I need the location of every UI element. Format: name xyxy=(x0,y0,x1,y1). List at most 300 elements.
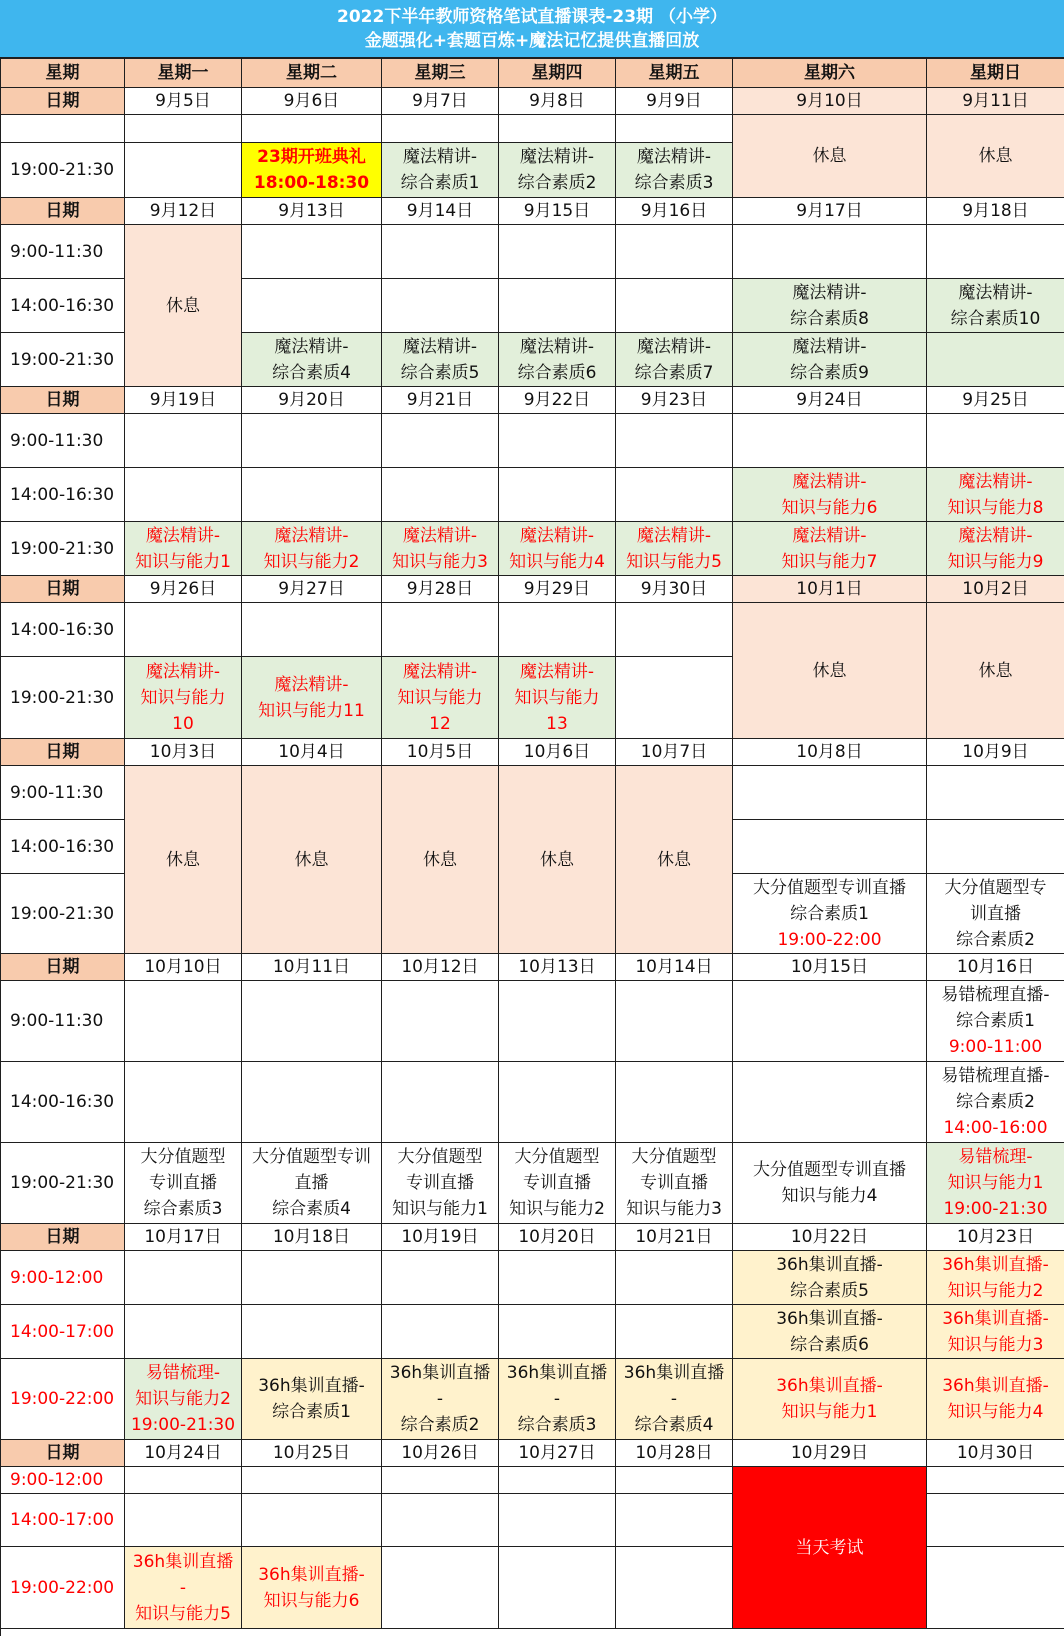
schedule-cell xyxy=(242,1467,382,1494)
schedule-cell xyxy=(499,739,616,766)
cell-text: 36h集训直播- xyxy=(776,1308,883,1329)
schedule-cell xyxy=(125,143,242,198)
cell-text: 10月20日 xyxy=(518,1227,596,1247)
cell-text: 星期四 xyxy=(531,63,583,83)
schedule-cell xyxy=(733,1359,927,1440)
cell-text: 魔法精讲- xyxy=(519,525,595,546)
schedule-cell xyxy=(499,387,616,414)
cell-text: 36h集训直播- xyxy=(258,1376,365,1396)
schedule-cell xyxy=(733,1143,927,1224)
cell-text: 魔法精讲- xyxy=(274,674,349,695)
cell-text: 9月6日 xyxy=(283,91,340,111)
schedule-cell xyxy=(499,1305,616,1359)
schedule-cell xyxy=(616,387,733,414)
cell-text: 10月7日 xyxy=(640,742,708,762)
schedule-cell xyxy=(499,1440,616,1467)
rest-day-cell xyxy=(499,766,616,954)
cell-text: 休息 xyxy=(423,849,457,870)
cell-text: 9:00-12:00 xyxy=(10,1267,104,1288)
cell-text: 星期日 xyxy=(970,63,1021,83)
row-label-cell xyxy=(1,88,125,115)
schedule-cell xyxy=(242,88,382,115)
cell-text: 知识与能力1 xyxy=(781,1402,878,1422)
schedule-cell xyxy=(382,1359,499,1440)
schedule-cell xyxy=(125,1359,242,1440)
cell-text: 魔法精讲- xyxy=(402,661,478,682)
schedule-cell xyxy=(616,576,733,603)
row-label-cell xyxy=(1,1251,125,1305)
cell-text: 10月1日 xyxy=(796,579,863,599)
schedule-cell xyxy=(242,468,382,522)
schedule-cell xyxy=(733,522,927,576)
cell-text: 9月5日 xyxy=(155,91,211,111)
row-label-cell xyxy=(1,279,125,333)
row-label-cell xyxy=(1,820,125,874)
cell-text: 9月29日 xyxy=(523,579,591,599)
schedule-cell xyxy=(927,1305,1064,1359)
schedule-cell xyxy=(733,333,927,387)
cell-text: 魔法精讲- xyxy=(792,282,867,303)
cell-text: 36h集训直播 xyxy=(132,1551,234,1572)
cell-text: - xyxy=(670,1389,678,1409)
title-band xyxy=(0,0,1064,58)
schedule-cell xyxy=(499,88,616,115)
title-line-1: 2022下半年教师资格笔试直播课表-23期 （小学） xyxy=(337,6,727,27)
schedule-cell xyxy=(125,115,242,143)
schedule-cell xyxy=(125,739,242,766)
cell-text: 大分值题型 xyxy=(514,1147,600,1167)
schedule-cell xyxy=(616,333,733,387)
schedule-cell xyxy=(382,414,499,468)
rest-day-cell xyxy=(733,115,927,198)
cell-text: 10月28日 xyxy=(635,1443,713,1463)
schedule-cell xyxy=(499,522,616,576)
schedule-cell xyxy=(242,387,382,414)
schedule-cell xyxy=(242,1251,382,1305)
schedule-cell xyxy=(499,333,616,387)
schedule-cell xyxy=(125,1305,242,1359)
schedule-cell xyxy=(242,739,382,766)
cell-text: 9月20日 xyxy=(278,390,345,410)
cell-text: 魔法精讲- xyxy=(274,336,349,357)
cell-text: 知识与能力2 xyxy=(263,551,360,572)
exam-day-cell xyxy=(733,1467,927,1629)
schedule-cell xyxy=(125,1547,242,1629)
rest-day-cell xyxy=(927,115,1064,198)
schedule-cell xyxy=(733,1224,927,1251)
header-cell xyxy=(499,59,616,88)
cell-text: 知识与能力2 xyxy=(509,1199,605,1219)
cell-text: 9月16日 xyxy=(640,201,708,221)
schedule-cell xyxy=(499,1251,616,1305)
schedule-cell xyxy=(616,143,733,198)
schedule-cell xyxy=(927,279,1064,333)
cell-text: 休息 xyxy=(166,849,200,870)
schedule-cell xyxy=(927,1359,1064,1440)
schedule-cell xyxy=(499,657,616,739)
cell-text: 星期 xyxy=(45,63,80,83)
schedule-cell xyxy=(616,1359,733,1440)
header-cell xyxy=(382,59,499,88)
schedule-cell xyxy=(242,115,382,143)
schedule-cell xyxy=(382,657,499,739)
row-label-cell xyxy=(1,1440,125,1467)
cell-text: 日期 xyxy=(45,742,80,762)
cell-text: - xyxy=(553,1389,561,1409)
schedule-cell xyxy=(616,1467,733,1494)
schedule-cell xyxy=(125,1224,242,1251)
schedule-cell xyxy=(382,1494,499,1547)
cell-text: 魔法精讲- xyxy=(402,147,478,167)
cell-text: 9月27日 xyxy=(278,579,345,599)
cell-text: 综合素质1 xyxy=(400,173,480,193)
cell-text: 9:00-11:30 xyxy=(10,241,104,262)
cell-text: 10月27日 xyxy=(518,1443,596,1463)
schedule-cell xyxy=(125,522,242,576)
cell-text: 综合素质2 xyxy=(517,173,597,193)
cell-text: 10月30日 xyxy=(956,1443,1035,1463)
schedule-cell xyxy=(125,603,242,657)
cell-text: 19:00-21:30 xyxy=(10,903,115,924)
cell-text: 魔法精讲- xyxy=(636,525,712,546)
cell-text: 知识与能力1 xyxy=(947,1173,1044,1193)
cell-text: 日期 xyxy=(45,1443,80,1463)
schedule-cell xyxy=(382,954,499,981)
schedule-cell xyxy=(733,88,927,115)
cell-text: 10月10日 xyxy=(144,957,222,977)
schedule-cell xyxy=(733,414,927,468)
cell-text: 易错梳理- xyxy=(958,1147,1033,1167)
schedule-cell xyxy=(242,522,382,576)
schedule-cell xyxy=(382,981,499,1062)
cell-text: 知识与能力5 xyxy=(626,551,722,572)
schedule-cell xyxy=(927,414,1064,468)
schedule-cell xyxy=(927,874,1064,954)
schedule-cell xyxy=(125,981,242,1062)
schedule-cell xyxy=(616,739,733,766)
cell-text: 10月3日 xyxy=(149,742,217,762)
cell-text: 综合素质1 xyxy=(790,903,869,924)
schedule-cell xyxy=(382,1224,499,1251)
schedule-cell xyxy=(382,739,499,766)
schedule-cell xyxy=(616,1547,733,1629)
cell-text: 10月22日 xyxy=(790,1227,869,1247)
schedule-cell xyxy=(927,739,1064,766)
schedule-cell xyxy=(382,1547,499,1629)
schedule-cell xyxy=(499,198,616,225)
schedule-cell xyxy=(382,603,499,657)
schedule-cell xyxy=(927,820,1064,874)
cell-text: 10月17日 xyxy=(144,1227,222,1247)
cell-text: 知识与能力1 xyxy=(135,551,231,572)
cell-text: 9月28日 xyxy=(406,579,474,599)
cell-text: 知识与能力5 xyxy=(135,1603,231,1624)
schedule-cell xyxy=(733,468,927,522)
schedule-cell xyxy=(616,954,733,981)
cell-text: 9月26日 xyxy=(149,579,217,599)
schedule-cell xyxy=(382,279,499,333)
schedule-cell xyxy=(733,1251,927,1305)
row-label-cell xyxy=(1,1143,125,1224)
schedule-cell xyxy=(499,1359,616,1440)
cell-text: 9月30日 xyxy=(640,579,708,599)
schedule-cell xyxy=(242,1305,382,1359)
schedule-cell xyxy=(733,387,927,414)
cell-text: 10月24日 xyxy=(144,1443,222,1463)
schedule-cell xyxy=(382,522,499,576)
cell-text: 14:00-16:00 xyxy=(943,1118,1048,1138)
cell-text: 日期 xyxy=(45,957,80,977)
cell-text: 魔法精讲- xyxy=(792,336,867,357)
schedule-cell xyxy=(616,657,733,739)
schedule-cell xyxy=(927,1440,1064,1467)
cell-text: 10月18日 xyxy=(272,1227,351,1247)
cell-text: 知识与能力4 xyxy=(947,1402,1044,1422)
cell-text: 知识与能力 xyxy=(140,687,226,708)
schedule-cell xyxy=(499,1062,616,1143)
cell-text: 易错梳理直播- xyxy=(941,1066,1050,1086)
row-label-cell xyxy=(1,766,125,820)
schedule-cell xyxy=(382,468,499,522)
row-label-cell xyxy=(1,1062,125,1143)
cell-text: 星期二 xyxy=(286,63,337,83)
cell-text: 魔法精讲- xyxy=(145,525,221,546)
schedule-cell xyxy=(927,1547,1064,1629)
cell-text: 综合素质7 xyxy=(634,362,714,383)
row-label-cell xyxy=(1,414,125,468)
cell-text: 易错梳理- xyxy=(145,1363,221,1383)
schedule-cell xyxy=(733,820,927,874)
row-label-cell xyxy=(1,1467,125,1494)
schedule-cell xyxy=(733,279,927,333)
header-cell xyxy=(125,59,242,88)
schedule-cell xyxy=(733,1440,927,1467)
schedule-cell xyxy=(499,1547,616,1629)
cell-text: 10月21日 xyxy=(635,1227,713,1247)
cell-text: 综合素质4 xyxy=(272,362,351,383)
cell-text: 36h集训直播- xyxy=(776,1254,883,1275)
cell-text: 综合素质1 xyxy=(956,1011,1035,1031)
schedule-cell xyxy=(125,1440,242,1467)
row-label-cell xyxy=(1,115,125,143)
schedule-cell xyxy=(733,874,927,954)
rest-day-cell xyxy=(242,766,382,954)
cell-text: 知识与能力6 xyxy=(263,1590,360,1611)
cell-text: 19:00-21:30 xyxy=(10,349,115,370)
schedule-cell xyxy=(927,1224,1064,1251)
schedule-cell xyxy=(382,1062,499,1143)
schedule-cell xyxy=(927,225,1064,279)
row-label-cell xyxy=(1,225,125,279)
row-label-cell xyxy=(1,1547,125,1629)
cell-text: 9:00-11:00 xyxy=(948,1037,1043,1057)
cell-text: 19:00-21:30 xyxy=(943,1199,1048,1219)
row-label-cell xyxy=(1,576,125,603)
row-label-cell xyxy=(1,333,125,387)
header-cell xyxy=(242,59,382,88)
cell-text: 9月8日 xyxy=(529,91,585,111)
schedule-cell xyxy=(125,1251,242,1305)
cell-text: 大分值题型 xyxy=(397,1147,483,1167)
cell-text: 知识与能力7 xyxy=(781,551,878,572)
schedule-cell xyxy=(616,279,733,333)
schedule-cell xyxy=(927,766,1064,820)
schedule-cell xyxy=(125,1494,242,1547)
cell-text: 19:00-22:00 xyxy=(10,1577,115,1598)
cell-text: 9:00-11:30 xyxy=(10,782,104,803)
schedule-cell xyxy=(616,1251,733,1305)
cell-text: 大分值题型专训直播 xyxy=(753,1160,906,1180)
cell-text: 知识与能力6 xyxy=(781,497,878,518)
cell-text: 10月8日 xyxy=(796,742,863,762)
schedule-cell xyxy=(382,225,499,279)
cell-text: 9月11日 xyxy=(962,91,1029,111)
cell-text: 魔法精讲- xyxy=(402,336,478,357)
cell-text: 9月23日 xyxy=(640,390,708,410)
rest-day-cell xyxy=(125,225,242,387)
cell-text: 魔法精讲- xyxy=(402,525,478,546)
cell-text: 36h集训直播 xyxy=(506,1363,608,1383)
cell-text: 10月19日 xyxy=(401,1227,479,1247)
schedule-cell xyxy=(382,1143,499,1224)
cell-text: 星期一 xyxy=(157,63,209,83)
cell-text: 专训直播 xyxy=(523,1173,591,1193)
cell-text: 综合素质4 xyxy=(634,1415,714,1435)
schedule-cell xyxy=(242,414,382,468)
row-label-cell xyxy=(1,522,125,576)
cell-text: 大分值题型专训 xyxy=(252,1147,371,1167)
schedule-cell xyxy=(733,1305,927,1359)
schedule-cell xyxy=(616,522,733,576)
cell-text: 综合素质2 xyxy=(956,929,1035,950)
row-label-cell xyxy=(1,657,125,739)
cell-text: 日期 xyxy=(45,579,80,599)
cell-text: 综合素质6 xyxy=(517,362,597,383)
schedule-cell xyxy=(382,143,499,198)
cell-text: 魔法精讲- xyxy=(519,336,595,357)
schedule-cell xyxy=(499,143,616,198)
cell-text: 14:00-16:30 xyxy=(10,295,115,316)
schedule-cell xyxy=(382,576,499,603)
schedule-cell xyxy=(499,468,616,522)
cell-text: 23期开班典礼 xyxy=(257,147,366,167)
schedule-cell xyxy=(733,225,927,279)
cell-text: 星期六 xyxy=(804,63,855,83)
cell-text: 9月12日 xyxy=(149,201,217,221)
cell-text: 9:00-11:30 xyxy=(10,1011,104,1031)
schedule-cell xyxy=(616,468,733,522)
cell-text: 14:00-16:30 xyxy=(10,484,115,505)
schedule-cell xyxy=(616,1305,733,1359)
cell-text: 日期 xyxy=(45,390,80,410)
cell-text: 综合素质2 xyxy=(400,1415,480,1435)
cell-text: 专训直播 xyxy=(640,1173,708,1193)
cell-text: 知识与能力8 xyxy=(947,497,1044,518)
cell-text: 9月22日 xyxy=(523,390,591,410)
header-cell xyxy=(927,59,1064,88)
cell-text: 综合素质1 xyxy=(272,1402,351,1422)
cell-text: 14:00-17:00 xyxy=(10,1510,115,1530)
rest-day-cell xyxy=(927,603,1064,739)
schedule-cell xyxy=(382,387,499,414)
schedule-cell xyxy=(382,1305,499,1359)
cell-text: 10月23日 xyxy=(956,1227,1035,1247)
schedule-cell xyxy=(382,333,499,387)
schedule-cell xyxy=(382,88,499,115)
cell-text: 综合素质10 xyxy=(950,308,1041,329)
cell-text: 易错梳理直播- xyxy=(941,985,1050,1005)
schedule-cell xyxy=(733,576,927,603)
schedule-cell xyxy=(616,88,733,115)
cell-text: 魔法精讲- xyxy=(636,336,712,357)
cell-text: 10月25日 xyxy=(272,1443,351,1463)
schedule-cell xyxy=(242,1359,382,1440)
schedule-cell xyxy=(499,954,616,981)
schedule-cell xyxy=(499,1467,616,1494)
schedule-cell xyxy=(733,981,927,1062)
schedule-cell xyxy=(125,657,242,739)
cell-text: 14:00-16:30 xyxy=(10,1092,115,1112)
cell-text: 魔法精讲- xyxy=(519,661,595,682)
cell-text: 大分值题型专训直播 xyxy=(753,877,906,898)
schedule-cell xyxy=(733,739,927,766)
schedule-cell xyxy=(242,279,382,333)
schedule-cell xyxy=(242,657,382,739)
schedule-cell xyxy=(125,954,242,981)
cell-text: 10月26日 xyxy=(401,1443,479,1463)
cell-text: 休息 xyxy=(812,146,847,166)
cell-text: 14:00-17:00 xyxy=(10,1321,115,1342)
cell-text: 10月2日 xyxy=(962,579,1029,599)
cell-text: 10月12日 xyxy=(401,957,479,977)
cell-text: 魔法精讲- xyxy=(636,147,712,167)
cell-text: 知识与能力11 xyxy=(258,700,365,721)
cell-text: 休息 xyxy=(657,849,691,870)
schedule-cell xyxy=(616,198,733,225)
schedule-cell xyxy=(125,1467,242,1494)
schedule-cell xyxy=(927,576,1064,603)
cell-text: 综合素质9 xyxy=(790,362,869,383)
schedule-cell xyxy=(927,1143,1064,1224)
cell-text: 知识与能力1 xyxy=(392,1199,488,1219)
header-cell xyxy=(1,59,125,88)
cell-text: 魔法精讲- xyxy=(958,471,1033,492)
cell-text: 休息 xyxy=(978,146,1013,166)
schedule-cell xyxy=(733,198,927,225)
schedule-cell xyxy=(499,576,616,603)
cell-text: 星期三 xyxy=(414,63,466,83)
cell-text: 综合素质4 xyxy=(272,1199,351,1219)
cell-text: 36h集训直播- xyxy=(776,1376,883,1396)
schedule-cell xyxy=(616,414,733,468)
schedule-cell xyxy=(616,981,733,1062)
cell-text: 综合素质5 xyxy=(790,1280,869,1301)
cell-text: 日期 xyxy=(45,1227,80,1247)
schedule-table xyxy=(0,58,1064,1636)
cell-text: 综合素质6 xyxy=(790,1334,869,1355)
schedule-cell xyxy=(242,1143,382,1224)
cell-text: 9月9日 xyxy=(646,91,702,111)
row-label-cell xyxy=(1,874,125,954)
cell-text: 知识与能力3 xyxy=(626,1199,722,1219)
cell-text: 36h集训直播 xyxy=(389,1363,491,1383)
schedule-cell xyxy=(125,1143,242,1224)
cell-text: 魔法精讲- xyxy=(792,471,867,492)
row-label-cell xyxy=(1,739,125,766)
cell-text: 综合素质3 xyxy=(517,1415,597,1435)
cell-text: 9月17日 xyxy=(796,201,863,221)
cell-text: 日期 xyxy=(45,201,80,221)
